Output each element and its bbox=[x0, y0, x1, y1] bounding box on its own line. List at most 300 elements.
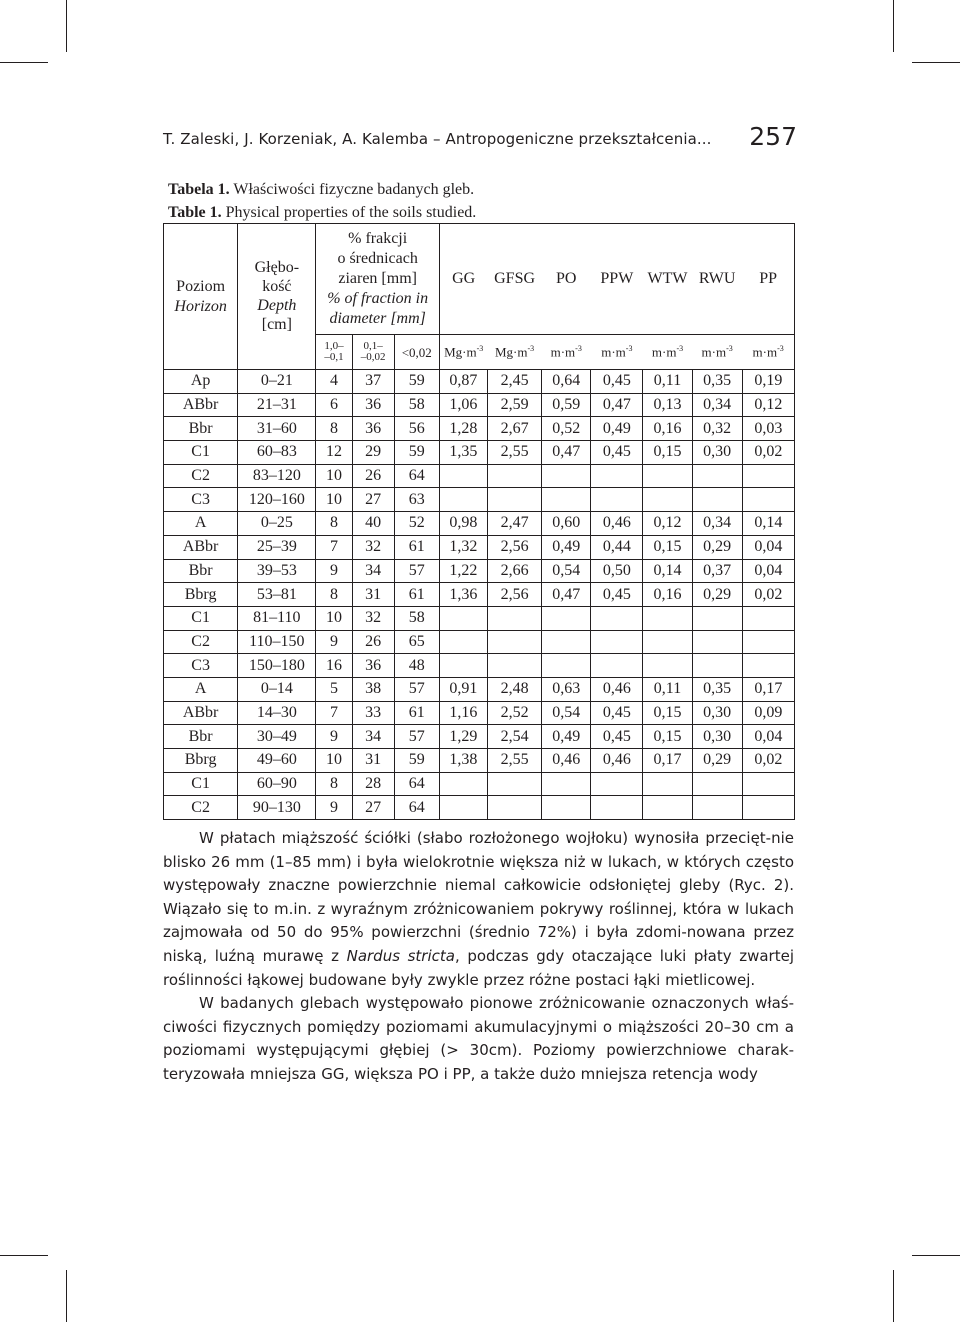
table-cell: 120–160 bbox=[238, 488, 316, 512]
table-cell: 25–39 bbox=[238, 535, 316, 559]
crop-mark bbox=[893, 0, 894, 52]
table-caption-en bbox=[168, 204, 476, 222]
table-cell: 64 bbox=[394, 796, 439, 820]
table-row bbox=[164, 772, 795, 796]
table-cell bbox=[487, 464, 541, 488]
table-cell bbox=[643, 796, 692, 820]
table-cell: ABbr bbox=[164, 393, 238, 417]
table-cell: 2,56 bbox=[487, 535, 541, 559]
table-cell: 40 bbox=[352, 512, 394, 536]
header-po: PO bbox=[542, 224, 591, 335]
table-cell: 0,29 bbox=[692, 583, 742, 607]
table-cell bbox=[591, 772, 643, 796]
table-cell: 31 bbox=[352, 749, 394, 773]
table-cell: 90–130 bbox=[238, 796, 316, 820]
table-cell: 5 bbox=[316, 677, 352, 701]
table-cell: 0,16 bbox=[643, 583, 692, 607]
table-cell: 6 bbox=[316, 393, 352, 417]
table-cell: C3 bbox=[164, 654, 238, 678]
table-cell: 9 bbox=[316, 630, 352, 654]
unit-text: m·m bbox=[752, 344, 778, 360]
running-header bbox=[163, 122, 797, 156]
table-cell: 0,49 bbox=[542, 725, 591, 749]
table-cell: 0,15 bbox=[643, 535, 692, 559]
table-cell: 0,35 bbox=[692, 370, 742, 394]
table-cell bbox=[487, 606, 541, 630]
table-cell: 0,15 bbox=[643, 725, 692, 749]
table-cell: 10 bbox=[316, 488, 352, 512]
table-cell bbox=[692, 796, 742, 820]
table-cell bbox=[591, 630, 643, 654]
table-cell: Bbrg bbox=[164, 749, 238, 773]
table-cell: 0,54 bbox=[542, 701, 591, 725]
unit-pp bbox=[742, 335, 794, 370]
table-cell: 0,47 bbox=[542, 583, 591, 607]
table-cell: 0,30 bbox=[692, 701, 742, 725]
table-cell: 49–60 bbox=[238, 749, 316, 773]
crop-mark bbox=[0, 1255, 48, 1256]
table-cell: 59 bbox=[394, 441, 439, 465]
unit-text: m·m bbox=[651, 344, 677, 360]
table-row bbox=[164, 488, 795, 512]
table-row bbox=[164, 559, 795, 583]
table-cell: 0,14 bbox=[742, 512, 794, 536]
table-cell: 0,30 bbox=[692, 725, 742, 749]
body-text bbox=[163, 827, 794, 1087]
table-cell: 63 bbox=[394, 488, 439, 512]
table-cell: 33 bbox=[352, 701, 394, 725]
table-cell: 0,04 bbox=[742, 725, 794, 749]
table-cell: 52 bbox=[394, 512, 439, 536]
table-cell: 27 bbox=[352, 488, 394, 512]
table-cell: 2,59 bbox=[487, 393, 541, 417]
unit-gfsg bbox=[487, 335, 541, 370]
table-cell bbox=[692, 464, 742, 488]
header-fraction-b1: 0,1– bbox=[363, 340, 383, 352]
table-cell: 58 bbox=[394, 606, 439, 630]
page-number: 257 bbox=[749, 122, 797, 151]
table-cell: 0,91 bbox=[439, 677, 487, 701]
table-row bbox=[164, 393, 795, 417]
table-cell: 0,12 bbox=[742, 393, 794, 417]
table-row bbox=[164, 464, 795, 488]
table-cell: 1,29 bbox=[439, 725, 487, 749]
table-cell bbox=[542, 606, 591, 630]
table-cell: 57 bbox=[394, 677, 439, 701]
header-fraction-a bbox=[316, 335, 352, 370]
table-cell: 9 bbox=[316, 725, 352, 749]
unit-exp: -3 bbox=[625, 344, 633, 354]
header-fraction-a2: –0,1 bbox=[324, 351, 344, 363]
table-cell bbox=[487, 654, 541, 678]
table-cell: 0,44 bbox=[591, 535, 643, 559]
physical-properties-table bbox=[163, 223, 795, 820]
table-cell: 0,34 bbox=[692, 512, 742, 536]
table-cell: 37 bbox=[352, 370, 394, 394]
unit-wtw bbox=[643, 335, 692, 370]
table-cell: 0,46 bbox=[542, 749, 591, 773]
table-cell: 10 bbox=[316, 749, 352, 773]
table-cell bbox=[439, 606, 487, 630]
crop-mark bbox=[912, 1255, 960, 1256]
table-cell bbox=[439, 772, 487, 796]
table-cell: 57 bbox=[394, 559, 439, 583]
caption-label-en: Table 1. bbox=[168, 204, 222, 221]
table-cell bbox=[487, 796, 541, 820]
table-cell bbox=[643, 772, 692, 796]
table-cell: 0,46 bbox=[591, 749, 643, 773]
table-cell: Ap bbox=[164, 370, 238, 394]
table-cell: 38 bbox=[352, 677, 394, 701]
table-row bbox=[164, 701, 795, 725]
table-cell: 0,02 bbox=[742, 441, 794, 465]
table-row bbox=[164, 606, 795, 630]
table-cell bbox=[542, 654, 591, 678]
table-cell: C1 bbox=[164, 606, 238, 630]
table-cell: 8 bbox=[316, 512, 352, 536]
table-cell: 0,49 bbox=[542, 535, 591, 559]
header-fraction-pl1: % frakcji bbox=[348, 230, 408, 247]
table-cell: 1,28 bbox=[439, 417, 487, 441]
table-cell: 31 bbox=[352, 583, 394, 607]
crop-mark bbox=[66, 0, 67, 52]
unit-text: m·m bbox=[601, 344, 626, 360]
table-cell bbox=[439, 654, 487, 678]
table-row bbox=[164, 796, 795, 820]
table-cell: 1,22 bbox=[439, 559, 487, 583]
table-cell bbox=[692, 630, 742, 654]
unit-exp: -3 bbox=[527, 344, 535, 354]
table-cell: 0,13 bbox=[643, 393, 692, 417]
table-cell: 0,17 bbox=[742, 677, 794, 701]
table-cell bbox=[643, 654, 692, 678]
unit-exp: -3 bbox=[777, 344, 784, 354]
table-cell: A bbox=[164, 677, 238, 701]
table-cell: 64 bbox=[394, 464, 439, 488]
header-depth bbox=[238, 224, 316, 370]
table-cell: 0,45 bbox=[591, 441, 643, 465]
table-cell: C2 bbox=[164, 796, 238, 820]
table-cell: ABbr bbox=[164, 701, 238, 725]
table-cell bbox=[542, 630, 591, 654]
header-fraction-pl2: o średnicach bbox=[337, 250, 418, 267]
table-cell: 0,09 bbox=[742, 701, 794, 725]
table-cell: 57 bbox=[394, 725, 439, 749]
table-cell: 0,37 bbox=[692, 559, 742, 583]
table-cell bbox=[742, 464, 794, 488]
table-cell: 36 bbox=[352, 654, 394, 678]
unit-po bbox=[542, 335, 591, 370]
table-cell: 0,34 bbox=[692, 393, 742, 417]
crop-mark bbox=[912, 62, 960, 63]
table-cell: 59 bbox=[394, 370, 439, 394]
unit-gg bbox=[439, 335, 487, 370]
table-cell: Bbr bbox=[164, 417, 238, 441]
table-cell: 2,55 bbox=[487, 749, 541, 773]
table-cell: 8 bbox=[316, 583, 352, 607]
table-cell: 2,52 bbox=[487, 701, 541, 725]
table-cell: 34 bbox=[352, 725, 394, 749]
table-cell: 61 bbox=[394, 535, 439, 559]
header-horizon-pl: Poziom bbox=[176, 277, 226, 295]
table-cell bbox=[439, 488, 487, 512]
table-cell: 1,38 bbox=[439, 749, 487, 773]
table-cell: 36 bbox=[352, 393, 394, 417]
table-cell bbox=[487, 488, 541, 512]
table-cell: 2,66 bbox=[487, 559, 541, 583]
table-cell: 0,98 bbox=[439, 512, 487, 536]
table-cell: 0,11 bbox=[643, 370, 692, 394]
table-cell: C2 bbox=[164, 630, 238, 654]
table-cell: 2,47 bbox=[487, 512, 541, 536]
table-cell: 7 bbox=[316, 701, 352, 725]
table-cell: Bbr bbox=[164, 559, 238, 583]
header-horizon-en: Horizon bbox=[174, 297, 227, 315]
table-cell bbox=[439, 796, 487, 820]
table-cell: 2,54 bbox=[487, 725, 541, 749]
unit-ppw bbox=[591, 335, 643, 370]
table-row bbox=[164, 583, 795, 607]
header-horizon bbox=[164, 224, 238, 370]
table-cell: 14–30 bbox=[238, 701, 316, 725]
unit-rwu bbox=[692, 335, 742, 370]
table-cell: 0,02 bbox=[742, 749, 794, 773]
table-cell: 150–180 bbox=[238, 654, 316, 678]
table-cell: 0,49 bbox=[591, 417, 643, 441]
table-cell: 0,30 bbox=[692, 441, 742, 465]
table-cell: 0,63 bbox=[542, 677, 591, 701]
table-cell: 27 bbox=[352, 796, 394, 820]
table-cell: 29 bbox=[352, 441, 394, 465]
table-cell: 1,32 bbox=[439, 535, 487, 559]
table-cell: 0,45 bbox=[591, 725, 643, 749]
table-cell: 26 bbox=[352, 464, 394, 488]
table-cell: C1 bbox=[164, 441, 238, 465]
header-fraction-pl3: ziaren [mm] bbox=[338, 270, 417, 287]
unit-text: Mg·m bbox=[494, 344, 528, 360]
header-fraction-c: <0,02 bbox=[394, 335, 439, 370]
table-cell: 110–150 bbox=[238, 630, 316, 654]
table-cell: 21–31 bbox=[238, 393, 316, 417]
table-cell: 53–81 bbox=[238, 583, 316, 607]
table-cell: 0,29 bbox=[692, 749, 742, 773]
table-cell: 0–14 bbox=[238, 677, 316, 701]
table-cell: 12 bbox=[316, 441, 352, 465]
header-depth-pl1: Głębo- bbox=[254, 259, 300, 276]
table-cell bbox=[439, 630, 487, 654]
table-row bbox=[164, 630, 795, 654]
header-fraction-b2: –0,02 bbox=[360, 351, 386, 363]
table-cell: 0,04 bbox=[742, 559, 794, 583]
table-cell: 32 bbox=[352, 535, 394, 559]
table-cell bbox=[742, 654, 794, 678]
table-cell: 0,52 bbox=[542, 417, 591, 441]
table-cell: 0,46 bbox=[591, 512, 643, 536]
table-cell: 59 bbox=[394, 749, 439, 773]
table-cell: 0,47 bbox=[542, 441, 591, 465]
table-cell: 0,45 bbox=[591, 701, 643, 725]
table-cell: A bbox=[164, 512, 238, 536]
table-cell bbox=[542, 464, 591, 488]
table-cell: 0,15 bbox=[643, 441, 692, 465]
table-cell: 81–110 bbox=[238, 606, 316, 630]
table-cell: 39–53 bbox=[238, 559, 316, 583]
table-cell: C2 bbox=[164, 464, 238, 488]
table-cell bbox=[742, 630, 794, 654]
table-cell: Bbrg bbox=[164, 583, 238, 607]
table-cell bbox=[643, 606, 692, 630]
table-row bbox=[164, 370, 795, 394]
table-cell: 1,36 bbox=[439, 583, 487, 607]
table-row bbox=[164, 417, 795, 441]
table-cell: 2,55 bbox=[487, 441, 541, 465]
header-rwu: RWU bbox=[692, 224, 742, 335]
table-cell bbox=[692, 606, 742, 630]
table-cell bbox=[487, 772, 541, 796]
header-ppw: PPW bbox=[591, 224, 643, 335]
table-cell bbox=[692, 488, 742, 512]
table-cell: C1 bbox=[164, 772, 238, 796]
table-cell: 64 bbox=[394, 772, 439, 796]
table-cell bbox=[542, 488, 591, 512]
table-cell bbox=[591, 796, 643, 820]
paragraph-1-text-b: , podczas gdy otaczające luki płaty zwartej roślinności łąkowej budowane były zwykle przez różne postaci łąki mietlicowej. bbox=[163, 946, 794, 989]
table-cell: 0,35 bbox=[692, 677, 742, 701]
table-cell bbox=[487, 630, 541, 654]
paragraph-1-text-a: W płatach miąższość ściółki (słabo rozłożonego wojłoku) wynosiła przecięt-nie blisko 26 mm (1–85 mm) i była wielokrotnie większa niż w lukach, w których często występowały znaczne powierzchnie niemal całkowicie odsłoniętej gleby (Ryc. 2). Wiązało się to m.in. z wyraźnym zróżnicowaniem pokrywy roślinnej, która w lukach zajmowała od 50 do 95% powierzchni (średnio 72%) i była zdomi-nowana przez niską, luźną murawę z bbox=[163, 829, 794, 965]
table-cell: 2,45 bbox=[487, 370, 541, 394]
table-row bbox=[164, 441, 795, 465]
table-cell: 0–25 bbox=[238, 512, 316, 536]
table-cell: 60–83 bbox=[238, 441, 316, 465]
table-cell: 58 bbox=[394, 393, 439, 417]
table-cell: 0,50 bbox=[591, 559, 643, 583]
table-cell bbox=[742, 772, 794, 796]
table-cell bbox=[591, 654, 643, 678]
table-caption-pl bbox=[168, 181, 474, 199]
caption-text-en: Physical properties of the soils studied. bbox=[225, 204, 477, 221]
header-fraction-en2: diameter [mm] bbox=[329, 310, 426, 327]
table-cell: 36 bbox=[352, 417, 394, 441]
header-pp: PP bbox=[742, 224, 794, 335]
header-depth-en: Depth bbox=[257, 297, 297, 314]
table-cell: 65 bbox=[394, 630, 439, 654]
table-cell bbox=[591, 606, 643, 630]
table-cell bbox=[439, 464, 487, 488]
table-cell: 7 bbox=[316, 535, 352, 559]
table-cell: 48 bbox=[394, 654, 439, 678]
header-fraction-b bbox=[352, 335, 394, 370]
table-cell bbox=[692, 654, 742, 678]
table-cell: 0,45 bbox=[591, 583, 643, 607]
table-cell: Bbr bbox=[164, 725, 238, 749]
table-cell: 0,17 bbox=[643, 749, 692, 773]
paragraph-1 bbox=[163, 827, 794, 992]
table-cell: 83–120 bbox=[238, 464, 316, 488]
unit-exp: -3 bbox=[726, 344, 733, 354]
caption-label-pl: Tabela 1. bbox=[168, 181, 230, 198]
caption-text-pl: Właściwości fizyczne badanych gleb. bbox=[233, 181, 475, 198]
header-depth-pl2: kość bbox=[262, 278, 292, 295]
table-cell: 9 bbox=[316, 796, 352, 820]
crop-mark bbox=[0, 62, 48, 63]
table-cell: 10 bbox=[316, 606, 352, 630]
table-cell: 4 bbox=[316, 370, 352, 394]
header-gg: GG bbox=[439, 224, 487, 335]
header-wtw: WTW bbox=[643, 224, 692, 335]
unit-text: Mg·m bbox=[444, 344, 477, 360]
table-body bbox=[164, 370, 795, 820]
unit-text: m·m bbox=[550, 344, 576, 360]
table-cell bbox=[643, 630, 692, 654]
table-cell: 0,32 bbox=[692, 417, 742, 441]
table-row bbox=[164, 725, 795, 749]
crop-mark bbox=[893, 1270, 894, 1322]
unit-exp: -3 bbox=[476, 344, 484, 354]
table-row bbox=[164, 512, 795, 536]
table-cell: 0,59 bbox=[542, 393, 591, 417]
table-row bbox=[164, 535, 795, 559]
table-cell: 0,46 bbox=[591, 677, 643, 701]
table-row bbox=[164, 749, 795, 773]
table-cell: 2,67 bbox=[487, 417, 541, 441]
table-cell bbox=[591, 488, 643, 512]
header-fraction-a1: 1,0– bbox=[324, 340, 344, 352]
table-cell bbox=[591, 464, 643, 488]
table-cell: 0,19 bbox=[742, 370, 794, 394]
table-cell: 1,16 bbox=[439, 701, 487, 725]
unit-text: m·m bbox=[701, 344, 727, 360]
table-cell: 10 bbox=[316, 464, 352, 488]
table-cell: 1,06 bbox=[439, 393, 487, 417]
table-cell bbox=[542, 796, 591, 820]
table-cell: 34 bbox=[352, 559, 394, 583]
header-authors: T. Zaleski, J. Korzeniak, A. Kalemba – Antropogeniczne przekształcenia... bbox=[163, 130, 712, 148]
table-cell: 9 bbox=[316, 559, 352, 583]
table-cell bbox=[742, 606, 794, 630]
table-cell bbox=[643, 488, 692, 512]
table-cell: 1,35 bbox=[439, 441, 487, 465]
species-name: Nardus stricta bbox=[346, 946, 455, 965]
table-cell: 0,12 bbox=[643, 512, 692, 536]
table-row bbox=[164, 654, 795, 678]
table-cell: 31–60 bbox=[238, 417, 316, 441]
header-depth-unit: [cm] bbox=[261, 316, 292, 333]
table-cell: 2,48 bbox=[487, 677, 541, 701]
table-cell: 0,45 bbox=[591, 370, 643, 394]
table-cell bbox=[742, 796, 794, 820]
table-cell bbox=[742, 488, 794, 512]
unit-exp: -3 bbox=[676, 344, 684, 354]
header-gfsg: GFSG bbox=[487, 224, 541, 335]
table-cell: 61 bbox=[394, 701, 439, 725]
table-cell bbox=[542, 772, 591, 796]
table-cell: 0,03 bbox=[742, 417, 794, 441]
table-cell: 0,16 bbox=[643, 417, 692, 441]
table-cell: 0,87 bbox=[439, 370, 487, 394]
table-cell: 2,56 bbox=[487, 583, 541, 607]
crop-mark bbox=[66, 1270, 67, 1322]
table-cell: 26 bbox=[352, 630, 394, 654]
table-cell: 56 bbox=[394, 417, 439, 441]
table-cell: 0,02 bbox=[742, 583, 794, 607]
table-cell: 16 bbox=[316, 654, 352, 678]
table-cell bbox=[643, 464, 692, 488]
table-cell: 0,64 bbox=[542, 370, 591, 394]
unit-exp: -3 bbox=[575, 344, 582, 354]
table-cell: 0,29 bbox=[692, 535, 742, 559]
table-cell: 0,47 bbox=[591, 393, 643, 417]
